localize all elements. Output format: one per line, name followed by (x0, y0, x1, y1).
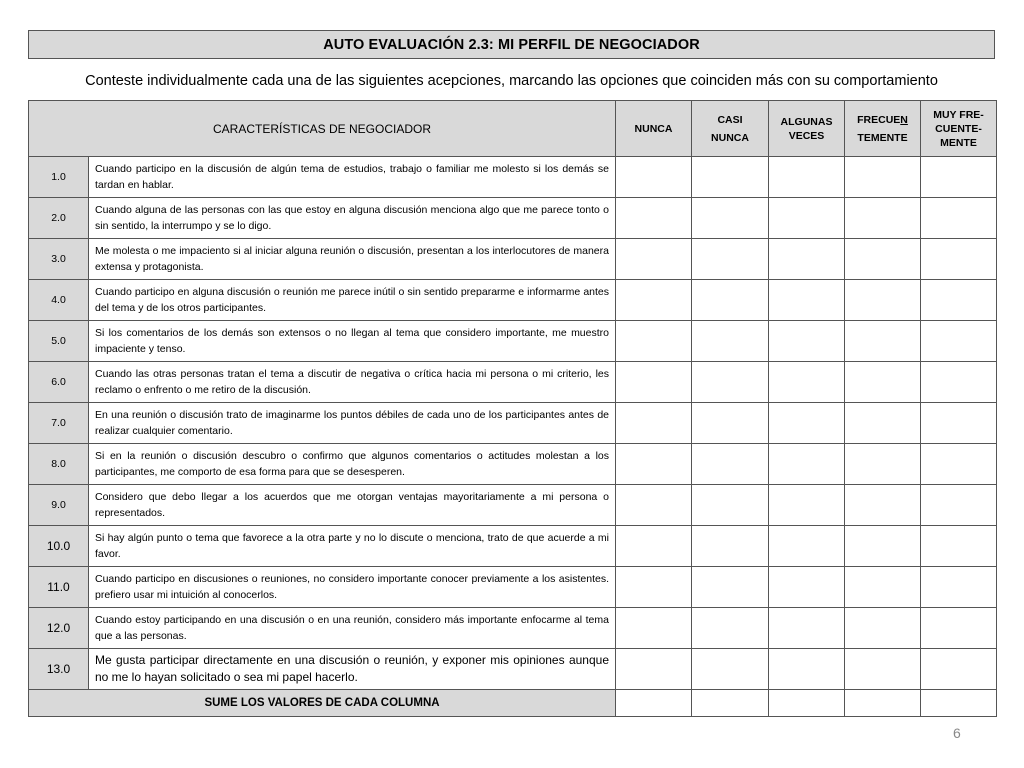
answer-cell-nunca[interactable] (616, 649, 692, 690)
header-nunca (616, 101, 692, 157)
row-number: 1.0 (29, 157, 89, 198)
answer-cell-nunca[interactable] (616, 239, 692, 280)
answer-cell-algunas-veces[interactable] (769, 239, 845, 280)
row-description: Cuando participo en la discusión de algún tema de estudios, trabajo o familiar me molesto si los demás se tardan en hablar. (89, 157, 616, 198)
answer-cell-nunca[interactable] (616, 485, 692, 526)
page-number: 6 (953, 725, 961, 741)
answer-cell-frecuentemente[interactable] (845, 157, 921, 198)
answer-cell-frecuentemente[interactable] (845, 649, 921, 690)
row-number: 3.0 (29, 239, 89, 280)
header-casi-nunca-line2: NUNCA (711, 131, 749, 144)
answer-cell-casi-nunca[interactable] (692, 485, 769, 526)
table-row (29, 239, 997, 280)
answer-cell-algunas-veces[interactable] (769, 526, 845, 567)
answer-cell-casi-nunca[interactable] (692, 321, 769, 362)
header-frecuentemente-line1-underlined: N (900, 113, 908, 126)
row-description: Cuando alguna de las personas con las que estoy en alguna discusión menciona algo que me parece tonto o sin sentido, la interrumpo y se lo digo. (89, 198, 616, 239)
answer-cell-casi-nunca[interactable] (692, 444, 769, 485)
self-evaluation-table (28, 100, 997, 717)
answer-cell-algunas-veces[interactable] (769, 362, 845, 403)
answer-cell-casi-nunca[interactable] (692, 403, 769, 444)
answer-cell-muy-frecuentemente[interactable] (921, 444, 997, 485)
row-description: Si los comentarios de los demás son extensos o no llegan al tema que considero importante, me muestro impaciente y tenso. (89, 321, 616, 362)
row-description: Cuando participo en discusiones o reuniones, no considero importante conocer previamente a los asistentes. prefiero usar mi intuición al conocerlos. (89, 567, 616, 608)
answer-cell-frecuentemente[interactable] (845, 608, 921, 649)
answer-cell-nunca[interactable] (616, 321, 692, 362)
answer-cell-algunas-veces[interactable] (769, 157, 845, 198)
row-number: 5.0 (29, 321, 89, 362)
answer-cell-frecuentemente[interactable] (845, 526, 921, 567)
answer-cell-muy-frecuentemente[interactable] (921, 239, 997, 280)
answer-cell-frecuentemente[interactable] (845, 403, 921, 444)
total-cell-casi-nunca[interactable] (692, 690, 769, 717)
answer-cell-muy-frecuentemente[interactable] (921, 198, 997, 239)
row-description: Si en la reunión o discusión descubro o confirmo que algunos comentarios o actitudes molestan a los participantes, me comporto de esa forma para que se desesperen. (89, 444, 616, 485)
answer-cell-frecuentemente[interactable] (845, 280, 921, 321)
table-row (29, 321, 997, 362)
answer-cell-nunca[interactable] (616, 608, 692, 649)
header-nunca-label: NUNCA (634, 122, 673, 135)
answer-cell-algunas-veces[interactable] (769, 567, 845, 608)
total-cell-nunca[interactable] (616, 690, 692, 717)
table-row (29, 526, 997, 567)
answer-cell-algunas-veces[interactable] (769, 444, 845, 485)
answer-cell-muy-frecuentemente[interactable] (921, 485, 997, 526)
table-row (29, 362, 997, 403)
answer-cell-nunca[interactable] (616, 280, 692, 321)
answer-cell-muy-frecuentemente[interactable] (921, 280, 997, 321)
row-number: 12.0 (29, 608, 89, 649)
header-row (29, 101, 997, 157)
answer-cell-algunas-veces[interactable] (769, 485, 845, 526)
answer-cell-muy-frecuentemente[interactable] (921, 157, 997, 198)
totals-label: SUME LOS VALORES DE CADA COLUMNA (29, 690, 616, 717)
answer-cell-nunca[interactable] (616, 567, 692, 608)
header-frecuentemente-line1 (845, 113, 920, 127)
table-row (29, 485, 997, 526)
answer-cell-nunca[interactable] (616, 157, 692, 198)
header-frecuentemente-line2: TEMENTE (857, 131, 908, 144)
answer-cell-nunca[interactable] (616, 526, 692, 567)
table-row (29, 280, 997, 321)
total-cell-muy-frecuentemente[interactable] (921, 690, 997, 717)
answer-cell-muy-frecuentemente[interactable] (921, 567, 997, 608)
answer-cell-casi-nunca[interactable] (692, 157, 769, 198)
answer-cell-nunca[interactable] (616, 198, 692, 239)
row-description: Considero que debo llegar a los acuerdos que me otorgan ventajas mayoritariamente a mi persona o representados. (89, 485, 616, 526)
answer-cell-frecuentemente[interactable] (845, 567, 921, 608)
header-algunas-veces-line1: ALGUNAS (780, 115, 833, 128)
row-number: 2.0 (29, 198, 89, 239)
row-number: 4.0 (29, 280, 89, 321)
answer-cell-muy-frecuentemente[interactable] (921, 362, 997, 403)
answer-cell-frecuentemente[interactable] (845, 444, 921, 485)
table-row (29, 157, 997, 198)
answer-cell-algunas-veces[interactable] (769, 280, 845, 321)
row-number: 6.0 (29, 362, 89, 403)
row-number: 7.0 (29, 403, 89, 444)
answer-cell-casi-nunca[interactable] (692, 649, 769, 690)
header-casi-nunca-line1: CASI (717, 113, 743, 126)
row-number: 8.0 (29, 444, 89, 485)
answer-cell-casi-nunca[interactable] (692, 239, 769, 280)
answer-cell-algunas-veces[interactable] (769, 608, 845, 649)
answer-cell-casi-nunca[interactable] (692, 280, 769, 321)
row-description: Cuando las otras personas tratan el tema a discutir de negativa o crítica hacia mi persona o mi criterio, les reclamo o enfrento o me retiro de la discusión. (89, 362, 616, 403)
answer-cell-casi-nunca[interactable] (692, 608, 769, 649)
header-muy-frecuentemente-line3: MENTE (940, 136, 977, 149)
header-algunas-veces-line2: VECES (788, 129, 825, 142)
answer-cell-algunas-veces[interactable] (769, 403, 845, 444)
answer-cell-muy-frecuentemente[interactable] (921, 321, 997, 362)
header-muy-frecuentemente (921, 101, 997, 157)
total-cell-frecuentemente[interactable] (845, 690, 921, 717)
answer-cell-casi-nunca[interactable] (692, 567, 769, 608)
totals-row (29, 690, 997, 717)
total-cell-algunas-veces[interactable] (769, 690, 845, 717)
header-casi-nunca (692, 101, 769, 157)
answer-cell-nunca[interactable] (616, 444, 692, 485)
row-description: Cuando participo en alguna discusión o reunión me parece inútil o sin sentido prepararme e informarme antes del tema y de los otros participantes. (89, 280, 616, 321)
answer-cell-algunas-veces[interactable] (769, 321, 845, 362)
answer-cell-muy-frecuentemente[interactable] (921, 608, 997, 649)
header-algunas-veces (769, 101, 845, 157)
row-number: 9.0 (29, 485, 89, 526)
table-row (29, 403, 997, 444)
instructions-text: Conteste individualmente cada una de las siguientes acepciones, marcando las opciones que coinciden más con su comportamiento (85, 73, 938, 89)
answer-cell-frecuentemente[interactable] (845, 198, 921, 239)
document-title: AUTO EVALUACIÓN 2.3: MI PERFIL DE NEGOCIADOR (28, 30, 995, 59)
answer-cell-casi-nunca[interactable] (692, 362, 769, 403)
answer-cell-algunas-veces[interactable] (769, 649, 845, 690)
table-row (29, 608, 997, 649)
answer-cell-muy-frecuentemente[interactable] (921, 403, 997, 444)
answer-cell-frecuentemente[interactable] (845, 239, 921, 280)
row-number: 13.0 (29, 649, 89, 690)
row-description: Me molesta o me impaciento si al iniciar alguna reunión o discusión, presentan a los interlocutores de manera extensa y protagonista. (89, 239, 616, 280)
header-frecuentemente-line1-text: FRECUE (857, 113, 901, 126)
header-frecuentemente (845, 101, 921, 157)
answer-cell-frecuentemente[interactable] (845, 485, 921, 526)
answer-cell-casi-nunca[interactable] (692, 526, 769, 567)
header-muy-frecuentemente-line1: MUY FRE- (933, 108, 984, 121)
header-muy-frecuentemente-line2: CUENTE- (935, 122, 982, 135)
answer-cell-frecuentemente[interactable] (845, 362, 921, 403)
row-description: Si hay algún punto o tema que favorece a la otra parte y no lo discute o menciona, trato de que acuerde a mi favor. (89, 526, 616, 567)
row-number: 10.0 (29, 526, 89, 567)
header-characteristics: CARACTERÍSTICAS DE NEGOCIADOR (29, 101, 616, 157)
answer-cell-frecuentemente[interactable] (845, 321, 921, 362)
answer-cell-nunca[interactable] (616, 362, 692, 403)
row-description: Cuando estoy participando en una discusión o en una reunión, considero más importante enfocarme al tema que a las personas. (89, 608, 616, 649)
answer-cell-casi-nunca[interactable] (692, 198, 769, 239)
table-row (29, 649, 997, 690)
table-row (29, 567, 997, 608)
answer-cell-muy-frecuentemente[interactable] (921, 526, 997, 567)
answer-cell-algunas-veces[interactable] (769, 198, 845, 239)
table-row (29, 444, 997, 485)
row-number: 11.0 (29, 567, 89, 608)
answer-cell-nunca[interactable] (616, 403, 692, 444)
row-description: En una reunión o discusión trato de imaginarme los puntos débiles de cada uno de los participantes antes de realizar cualquier comentario. (89, 403, 616, 444)
row-description: Me gusta participar directamente en una discusión o reunión, y exponer mis opiniones aunque no me lo hayan solicitado o sea mi papel hacerlo. (89, 649, 616, 690)
answer-cell-muy-frecuentemente[interactable] (921, 649, 997, 690)
table-row (29, 198, 997, 239)
